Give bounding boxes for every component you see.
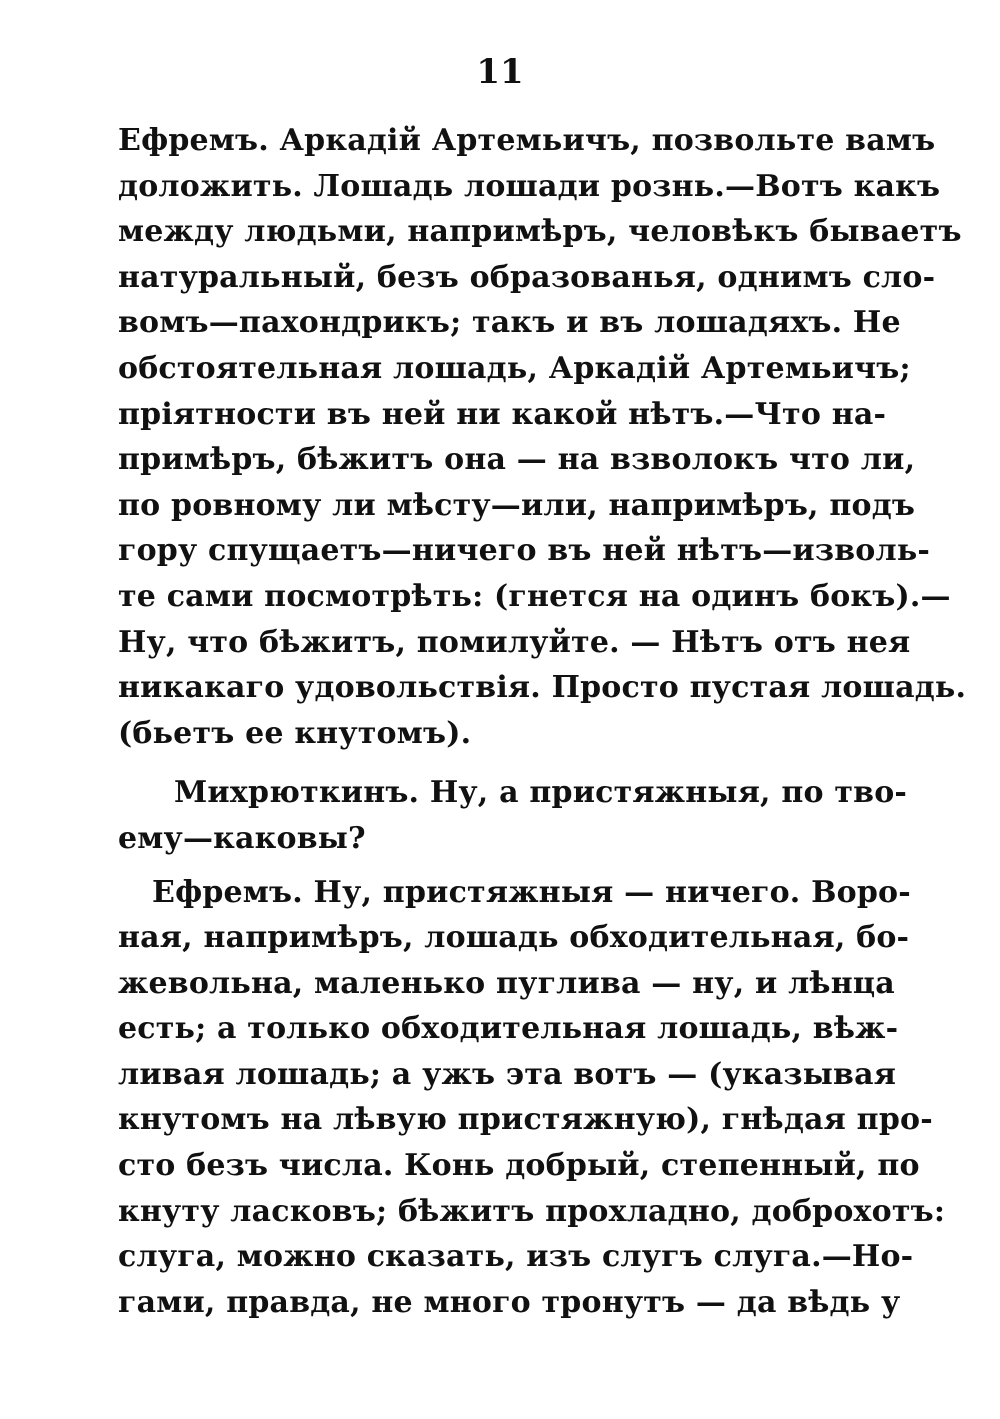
text-line: по ровному ли мѣсту—или, напримѣръ, подъ	[118, 487, 916, 523]
page-body-text	[118, 118, 967, 1325]
text-line: сто безъ числа. Конь добрый, степенный, по	[118, 1148, 920, 1184]
text-line: гами, правда, не много тронутъ — да вѣдь у	[118, 1284, 901, 1320]
text-line: кнутомъ на лѣвую пристяжную), гнѣдая про-	[118, 1102, 933, 1138]
text-line: ная, напримѣръ, лошадь обходительная, бо-	[118, 920, 910, 956]
text-line: никакаго удовольствія. Просто пустая лошадь.	[118, 670, 967, 706]
text-line: есть; а только обходительная лошадь, вѣж-	[118, 1011, 899, 1047]
text-line: пріятности въ ней ни какой нѣтъ.—Что на-	[118, 396, 887, 432]
text-line: Михрюткинъ. Ну, а пристяжныя, по тво-	[174, 775, 908, 811]
text-line: те сами посмотрѣть: (гнется на одинъ бокъ).—	[118, 578, 951, 614]
text-line: гору спущаетъ—ничего въ ней нѣтъ—изволь-	[118, 533, 931, 569]
paragraph-efrem-2	[118, 870, 946, 1326]
text-line: (бьетъ ее кнутомъ).	[118, 715, 472, 751]
text-line: доложить. Лошадь лошади рознь.—Вотъ какъ	[118, 168, 941, 204]
page-number: 11	[476, 52, 524, 92]
text-line: кнуту ласковъ; бѣжитъ прохладно, доброхотъ:	[118, 1193, 946, 1229]
text-line: слуга, можно сказать, изъ слугъ слуга.—Но-	[118, 1239, 914, 1275]
text-line: натуральный, безъ образованья, однимъ сло-	[118, 259, 936, 295]
text-line: примѣръ, бѣжитъ она — на взволокъ что ли,	[118, 442, 916, 478]
text-line: жевольна, маленько пуглива — ну, и лѣнца	[118, 965, 895, 1001]
paragraph-mikhryutkin	[118, 770, 908, 861]
text-line: ливая лошадь; а ужъ эта вотъ — (указывая	[118, 1056, 897, 1092]
text-line: Ну, что бѣжитъ, помилуйте. — Нѣтъ отъ нея	[118, 624, 911, 660]
text-line: между людьми, напримѣръ, человѣкъ бываетъ	[118, 214, 962, 250]
paragraph-efrem-1	[118, 118, 967, 756]
text-line: вомъ—пахондрикъ; такъ и въ лошадяхъ. Не	[118, 305, 901, 341]
text-line: ему—каковы?	[118, 820, 366, 856]
text-line: Ефремъ. Ну, пристяжныя — ничего. Воро-	[152, 874, 911, 910]
text-line: Ефремъ. Аркадій Артемьичъ, позвольте вамъ	[118, 123, 936, 158]
text-line: обстоятельная лошадь, Аркадій Артемьичъ;	[118, 350, 911, 386]
